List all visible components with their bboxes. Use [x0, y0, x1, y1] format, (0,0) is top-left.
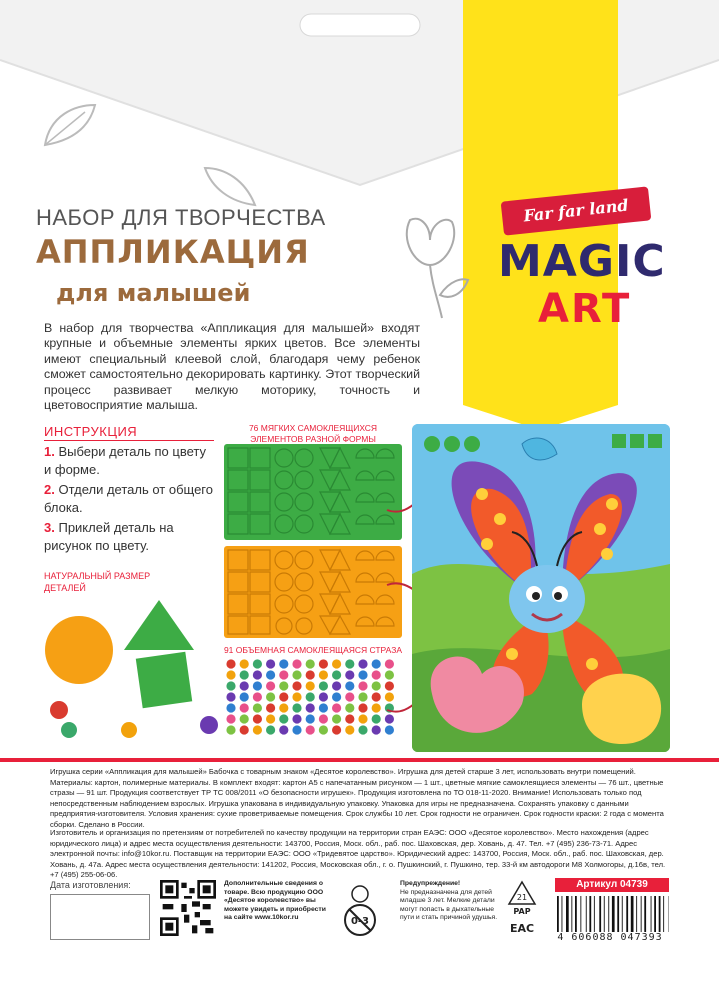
- gem: [332, 692, 341, 701]
- gem: [240, 692, 249, 701]
- gem: [372, 681, 381, 690]
- gem: [266, 725, 275, 734]
- pap-number: 21: [516, 893, 528, 902]
- gem: [306, 692, 315, 701]
- gem: [253, 725, 262, 734]
- age-text: 0-3: [350, 916, 370, 927]
- gem: [240, 659, 249, 668]
- gem: [319, 692, 328, 701]
- barcode-bar: [589, 896, 591, 932]
- gem: [345, 659, 354, 668]
- manufacturer-info-text: Изготовитель и организация по претензиям от потребителей по качеству продукции на территории стран ЕАЭС: ООО «Десятое королевство». Место нахождения (адрес юридического лица) и адрес места осуществления деятельности: 143700, Россия, Моск. обл., раб. пос. Шаховская, дер. Ховань, д. 47. Тел. +7 (495) 236-73-71. Адрес электронной почты: info@10kor.ru. Поставщик на территории ЕАЭС: ООО «Тридевятое царство». Юридический адрес: 143700, Россия, Моск. обл., раб. пос. Шаховская, дер. Ховань, д. 47а. Адрес места осуществления деятельности: 141202, Россия, Московская обл., г. о. Пушкинский, г. Пушкино, тер. 33-й км автодороги М8 Холмогоры, д.16в, тел. +7 (495) 255-06-06.: [50, 828, 666, 880]
- gem: [358, 714, 367, 723]
- gem: [358, 725, 367, 734]
- gem: [385, 670, 394, 679]
- gem: [240, 725, 249, 734]
- leaf-icon: [200, 160, 260, 210]
- gem: [279, 681, 288, 690]
- brand-ribbon: Far far land: [501, 186, 652, 235]
- barcode-bar: [599, 896, 601, 932]
- gem: [253, 670, 262, 679]
- warning-text: Не предназначена для детей младше 3 лет. Мелкие детали могут попасть в дыхательные пути и стать причиной удушья.: [400, 888, 498, 922]
- gem: [292, 659, 301, 668]
- gem: [319, 703, 328, 712]
- instruction-step: 1. Выбери деталь по цвету и форме.: [44, 444, 206, 477]
- gem: [358, 703, 367, 712]
- barcode-bar: [641, 896, 642, 932]
- gem: [345, 725, 354, 734]
- gem: [292, 703, 301, 712]
- gem: [319, 659, 328, 668]
- gem: [358, 681, 367, 690]
- gem: [240, 670, 249, 679]
- gem: [372, 670, 381, 679]
- barcode-bar: [631, 896, 634, 932]
- product-description: В набор для творчества «Аппликация для малышей» входят крупные и объемные элементы ярких цветов. Все элементы имеют специальный клеевой слой, благодаря чему ребенок сможет самостоятельно декорировать картинку. Этот творческий процесс развивает мелкую моторику, точность и цветовосприятие малыша.: [44, 321, 420, 413]
- gem: [332, 659, 341, 668]
- gem: [292, 725, 301, 734]
- gem: [279, 670, 288, 679]
- gem: [266, 681, 275, 690]
- gem: [266, 692, 275, 701]
- instruction-step: 3. Приклей деталь на рисунок по цвету.: [44, 520, 174, 553]
- gem: [306, 725, 315, 734]
- gem: [345, 692, 354, 701]
- warning-title: Предупреждение!: [400, 880, 461, 887]
- gem: [332, 725, 341, 734]
- green-foam-sheet: [224, 444, 402, 540]
- gem: [240, 703, 249, 712]
- gem: [345, 681, 354, 690]
- manufacture-date-label: Дата изготовления:: [50, 880, 131, 890]
- gem: [319, 714, 328, 723]
- barcode: [555, 896, 669, 932]
- gem: [279, 714, 288, 723]
- barcode-bar: [608, 896, 609, 932]
- gem: [226, 659, 235, 668]
- instructions-title: ИНСТРУКЦИЯ: [44, 424, 138, 439]
- title-line-2: АППЛИКАЦИЯ: [36, 233, 310, 271]
- gem: [372, 725, 381, 734]
- barcode-number: 4 606088 047393: [557, 932, 663, 943]
- flower-icon: [390, 210, 470, 320]
- gem: [226, 670, 235, 679]
- gem: [279, 703, 288, 712]
- instructions-divider: [44, 440, 214, 441]
- gem: [306, 670, 315, 679]
- gem: [345, 714, 354, 723]
- barcode-bar: [659, 896, 661, 932]
- barcode-bar: [644, 896, 646, 932]
- recycle-pap-icon: [505, 880, 539, 936]
- barcode-bar: [575, 896, 577, 932]
- article-number: Артикул 04739: [555, 878, 669, 892]
- instruction-step: 2. Отдели деталь от общего блока.: [44, 482, 213, 515]
- gem: [358, 692, 367, 701]
- gem: [332, 670, 341, 679]
- gem: [266, 703, 275, 712]
- gem: [332, 714, 341, 723]
- qr-code-icon: [160, 880, 216, 936]
- gem: [240, 714, 249, 723]
- gem: [266, 670, 275, 679]
- barcode-bar: [586, 896, 587, 932]
- soft-elements-label: 76 МЯГКИХ САМОКЛЕЯЩИХСЯ ЭЛЕМЕНТОВ РАЗНОЙ ФОРМЫ: [248, 423, 378, 444]
- natural-size-label: НАТУРАЛЬНЫЙ РАЗМЕР ДЕТАЛЕЙ: [44, 571, 151, 593]
- gem: [385, 659, 394, 668]
- gems-label: 91 ОБЪЕМНАЯ САМОКЛЕЯЩАЯСЯ СТРАЗА: [223, 645, 403, 655]
- gem: [372, 703, 381, 712]
- gem: [240, 681, 249, 690]
- gem: [372, 692, 381, 701]
- barcode-bar: [557, 896, 559, 932]
- pap-label: PAP: [513, 907, 531, 916]
- gem: [292, 681, 301, 690]
- barcode-bar: [654, 896, 656, 932]
- barcode-bar: [580, 896, 581, 932]
- gem: [306, 681, 315, 690]
- gem: [292, 670, 301, 679]
- gem: [292, 714, 301, 723]
- gem: [319, 681, 328, 690]
- butterfly-picture: [412, 424, 670, 752]
- barcode-bar: [622, 896, 623, 932]
- gem: [292, 692, 301, 701]
- gem: [253, 659, 262, 668]
- gem: [279, 659, 288, 668]
- yellow-band-tip: [463, 380, 618, 430]
- gem: [253, 714, 262, 723]
- gem: [226, 681, 235, 690]
- brand-logo: [492, 190, 666, 332]
- gem: [358, 659, 367, 668]
- gem: [253, 703, 262, 712]
- gem: [358, 670, 367, 679]
- gem: [226, 692, 235, 701]
- gem: [226, 703, 235, 712]
- manufacture-date-box: [50, 894, 150, 940]
- gem: [306, 703, 315, 712]
- gem: [306, 714, 315, 723]
- qr-info-text: Дополнительные сведения о товаре. Всю продукцию ООО «Десятое королевство» вы можете увидеть и приобрести на сайте www.10kor.ru: [224, 880, 326, 922]
- brand-art: ART: [538, 286, 632, 332]
- barcode-bar: [617, 896, 619, 932]
- barcode-bar: [604, 896, 605, 932]
- barcode-bar: [651, 896, 652, 932]
- barcode-bar: [594, 896, 595, 932]
- gem: [319, 725, 328, 734]
- brand-magic: MAGIC: [498, 236, 666, 287]
- barcode-bar: [626, 896, 628, 932]
- gem: [372, 659, 381, 668]
- barcode-bar: [571, 896, 572, 932]
- barcode-bar: [562, 896, 563, 932]
- gem: [345, 703, 354, 712]
- orange-foam-sheet: [224, 546, 402, 638]
- gem: [266, 714, 275, 723]
- barcode-bar: [663, 896, 664, 932]
- gem: [332, 703, 341, 712]
- gem: [306, 659, 315, 668]
- gem: [319, 670, 328, 679]
- gem: [253, 681, 262, 690]
- product-info-text: Игрушка серии «Аппликация для малышей» Бабочка с товарным знаком «Десятое королевство». Игрушка для детей старше 3 лет, использовать внутри помещений. Материалы: картон, полимерные материалы. В комплект входят: картон А5 с напечатанным рисунком — 1 шт., цветные мягкие самоклеящиеся элементы — 76 шт., цветные стразы — 91 шт. Продукция соответствует ТР ТС 008/2011 «О безопасности игрушек». Продукция изготовлена по ТО 018-11-2020. Внимание! Использовать только под непосредственным наблюдением взрослых. Игрушка упакована в индивидуальную упаковку. Упаковка для игры не предназначена. Сохранять упаковку с данными предприятия-изготовителя. Условия хранения: сухие проветриваемые помещения. Срок службы 10 лет. Срок годности не ограничен. Срок годности краски: 2 года с момента сборки. Сделано в России.: [50, 767, 664, 829]
- eac-mark: EAC: [509, 922, 535, 935]
- gem: [253, 692, 262, 701]
- barcode-bar: [636, 896, 637, 932]
- title-line-3: для малышей: [56, 279, 251, 307]
- gem: [279, 692, 288, 701]
- gem: [226, 725, 235, 734]
- gem: [372, 714, 381, 723]
- gem: [226, 714, 235, 723]
- gem: [266, 659, 275, 668]
- age-restriction-icon: [340, 880, 380, 936]
- title-line-1: НАБОР ДЛЯ ТВОРЧЕСТВА: [36, 205, 326, 230]
- gem: [279, 725, 288, 734]
- natural-size-shapes: [44, 595, 224, 745]
- gem: [332, 681, 341, 690]
- divider-bar: [0, 758, 719, 762]
- barcode-bar: [612, 896, 615, 932]
- leaf-icon: [40, 100, 100, 150]
- barcode-bar: [566, 896, 569, 932]
- warning-block: [400, 880, 500, 923]
- gem: [385, 725, 394, 734]
- gems-sheet: [224, 658, 402, 738]
- gem: [345, 670, 354, 679]
